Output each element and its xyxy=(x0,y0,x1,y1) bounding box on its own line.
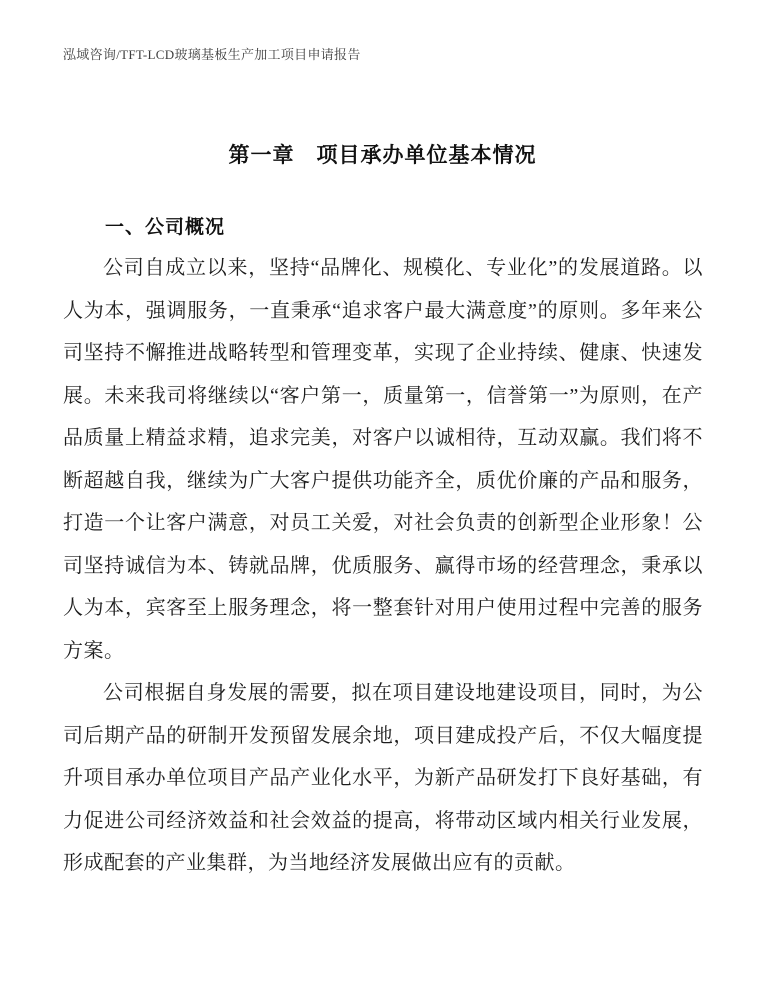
chapter-title: 第一章 项目承办单位基本情况 xyxy=(228,144,537,167)
paragraph-company-overview: 公司自成立以来，坚持“品牌化、规模化、专业化”的发展道路。以人为本，强调服务，一直秉承“追求客户最大满意度”的原则。多年来公司坚持不懈推进战略转型和管理变革，实现了企业持续、健康、快速发展。未来我司将继续以“客户第一，质量第一，信誉第一”为原则，在产品质量上精益求精，追求完美，对客户以诚相待，互动双赢。我们将不断超越自我，继续为广大客户提供功能齐全，质优价廉的产品和服务，打造一个让客户满意，对员工关爱，对社会负责的创新型企业形象！公司坚持诚信为本、铸就品牌，优质服务、赢得市场的经营理念，秉承以人为本，宾客至上服务理念，将一整套针对用户使用过程中完善的服务方案。 xyxy=(63,257,703,662)
document-header: 泓域咨询/TFT-LCD玻璃基板生产加工项目申请报告 xyxy=(63,47,361,62)
section-heading: 一、公司概况 xyxy=(105,217,226,238)
paragraph-project-purpose: 公司根据自身发展的需要，拟在项目建设地建设项目，同时，为公司后期产品的研制开发预留发展余地，项目建成投产后，不仅大幅度提升项目承办单位项目产品产业化水平，为新产品研发打下良好基础，有力促进公司经济效益和社会效益的提高，将带动区域内相关行业发展，形成配套的产业集群，为当地经济发展做出应有的贡献。 xyxy=(63,682,703,874)
body-text xyxy=(63,247,703,885)
